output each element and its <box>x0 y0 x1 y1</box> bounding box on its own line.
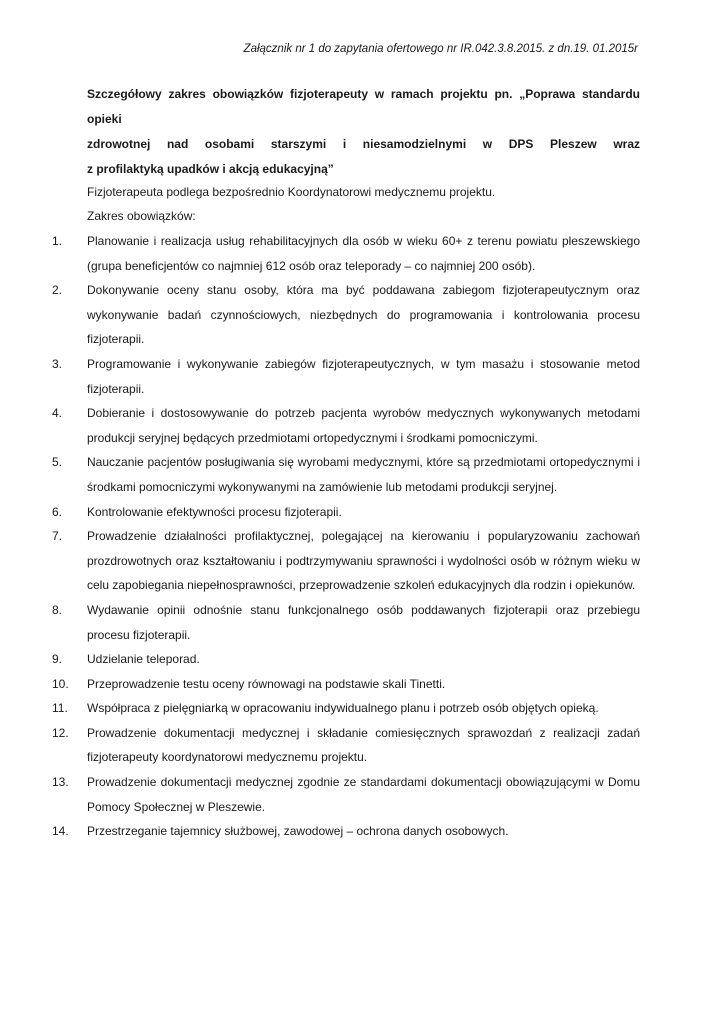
document-title <box>87 82 640 182</box>
duties-list <box>52 229 640 844</box>
duty-number: 6. <box>52 504 63 519</box>
duty-item <box>52 770 640 819</box>
duty-number: 1. <box>52 234 63 248</box>
duty-item <box>52 696 640 721</box>
duty-text: Prowadzenie dokumentacji medycznej i składanie comiesięcznych sprawozdań z realizacji zadań fizjoterapeuty koordynatorowi medycznemu projektu. <box>87 725 640 765</box>
duty-item <box>52 598 640 647</box>
duty-number: 7. <box>52 529 63 544</box>
duty-text: Przestrzeganie tajemnicy służbowej, zawodowej – ochrona danych osobowych. <box>87 824 509 839</box>
duty-item <box>52 672 640 697</box>
duty-number: 2. <box>52 283 63 298</box>
duty-item <box>52 352 640 401</box>
duty-text: Programowanie i wykonywanie zabiegów fizjoterapeutycznych, w tym masażu i stosowanie metod fizjoterapii. <box>87 356 640 396</box>
duty-number: 12. <box>52 725 69 740</box>
duty-number: 14. <box>52 824 69 839</box>
scope-label: Zakres obowiązków: <box>87 209 196 223</box>
duty-item <box>52 500 640 525</box>
title-line: z profilaktyką upadków i akcją edukacyjną” <box>87 162 334 176</box>
duty-number: 11. <box>52 701 68 716</box>
duty-item <box>52 401 640 450</box>
duty-text: Współpraca z pielęgniarką w opracowaniu indywidualnego planu i potrzeb osób objętych opieką. <box>87 701 599 716</box>
duty-item <box>52 721 640 770</box>
duty-item <box>52 524 640 598</box>
title-line: zdrowotnej nad osobami starszymi i niesamodzielnymi w DPS Pleszew wraz <box>87 137 640 151</box>
duty-number: 13. <box>52 775 69 790</box>
duty-text: Dokonywanie oceny stanu osoby, która ma być poddawana zabiegom fizjoterapeutycznym oraz wykonywanie badań czynnościowych, niezbędnych do programowania i kontrolowania procesu fizjoterapii. <box>87 283 640 347</box>
duty-item <box>52 278 640 352</box>
intro-section <box>87 180 640 228</box>
duty-item <box>52 819 640 844</box>
duty-text: Prowadzenie dokumentacji medycznej zgodnie ze standardami dokumentacji obowiązującymi w Domu Pomocy Społecznej w Pleszewie. <box>87 775 640 814</box>
duty-item <box>52 229 640 278</box>
duty-text: Nauczanie pacjentów posługiwania się wyrobami medycznymi, które są przedmiotami ortopedycznymi i środkami pomocniczymi wykonywanymi na zamówienie lub metodami produkcji seryjnej. <box>87 455 640 494</box>
attachment-header-note: Załącznik nr 1 do zapytania ofertowego nr IR.042.3.8.2015. z dn.19. 01.2015r <box>243 43 638 55</box>
duty-number: 3. <box>52 356 63 371</box>
duty-text: Dobieranie i dostosowywanie do potrzeb pacjenta wyrobów medycznych wykonywanych metodami produkcji seryjnej będących przedmiotami ortopedycznymi i środkami pomocniczymi. <box>87 406 640 445</box>
duty-text: Prowadzenie działalności profilaktycznej, polegającej na kierowaniu i popularyzowaniu zachowań prozdrowotnych oraz kształtowaniu i podtrzymywaniu sprawności i wydolności osób w różnym wieku w celu zapobiegania niepełnosprawności, przeprowadzenie szkoleń edukacyjnych dla rodzin i opiekunów. <box>87 529 640 593</box>
subordination-text: Fizjoterapeuta podlega bezpośrednio Koordynatorowi medycznemu projektu. <box>87 185 496 199</box>
duty-number: 8. <box>52 602 63 617</box>
duty-text: Wydawanie opinii odnośnie stanu funkcjonalnego osób poddawanych fizjoterapii oraz przebiegu procesu fizjoterapii. <box>87 602 640 642</box>
duty-text: Kontrolowanie efektywności procesu fizjoterapii. <box>87 504 342 519</box>
duty-number: 9. <box>52 652 63 667</box>
duty-number: 5. <box>52 455 63 470</box>
title-line: Szczegółowy zakres obowiązków fizjoterapeuty w ramach projektu pn. „Poprawa standardu opieki <box>87 87 640 126</box>
duty-number: 10. <box>52 676 69 691</box>
duty-item <box>52 647 640 672</box>
duty-text: Planowanie i realizacja usług rehabilitacyjnych dla osób w wieku 60+ z terenu powiatu pleszewskiego (grupa beneficjentów co najmniej 612 osób oraz teleporady – co najmniej 200 osób). <box>87 234 640 273</box>
duty-item <box>52 450 640 499</box>
duty-number: 4. <box>52 406 63 421</box>
duty-text: Przeprowadzenie testu oceny równowagi na podstawie skali Tinetti. <box>87 676 446 691</box>
duty-text: Udzielanie teleporad. <box>87 652 200 667</box>
